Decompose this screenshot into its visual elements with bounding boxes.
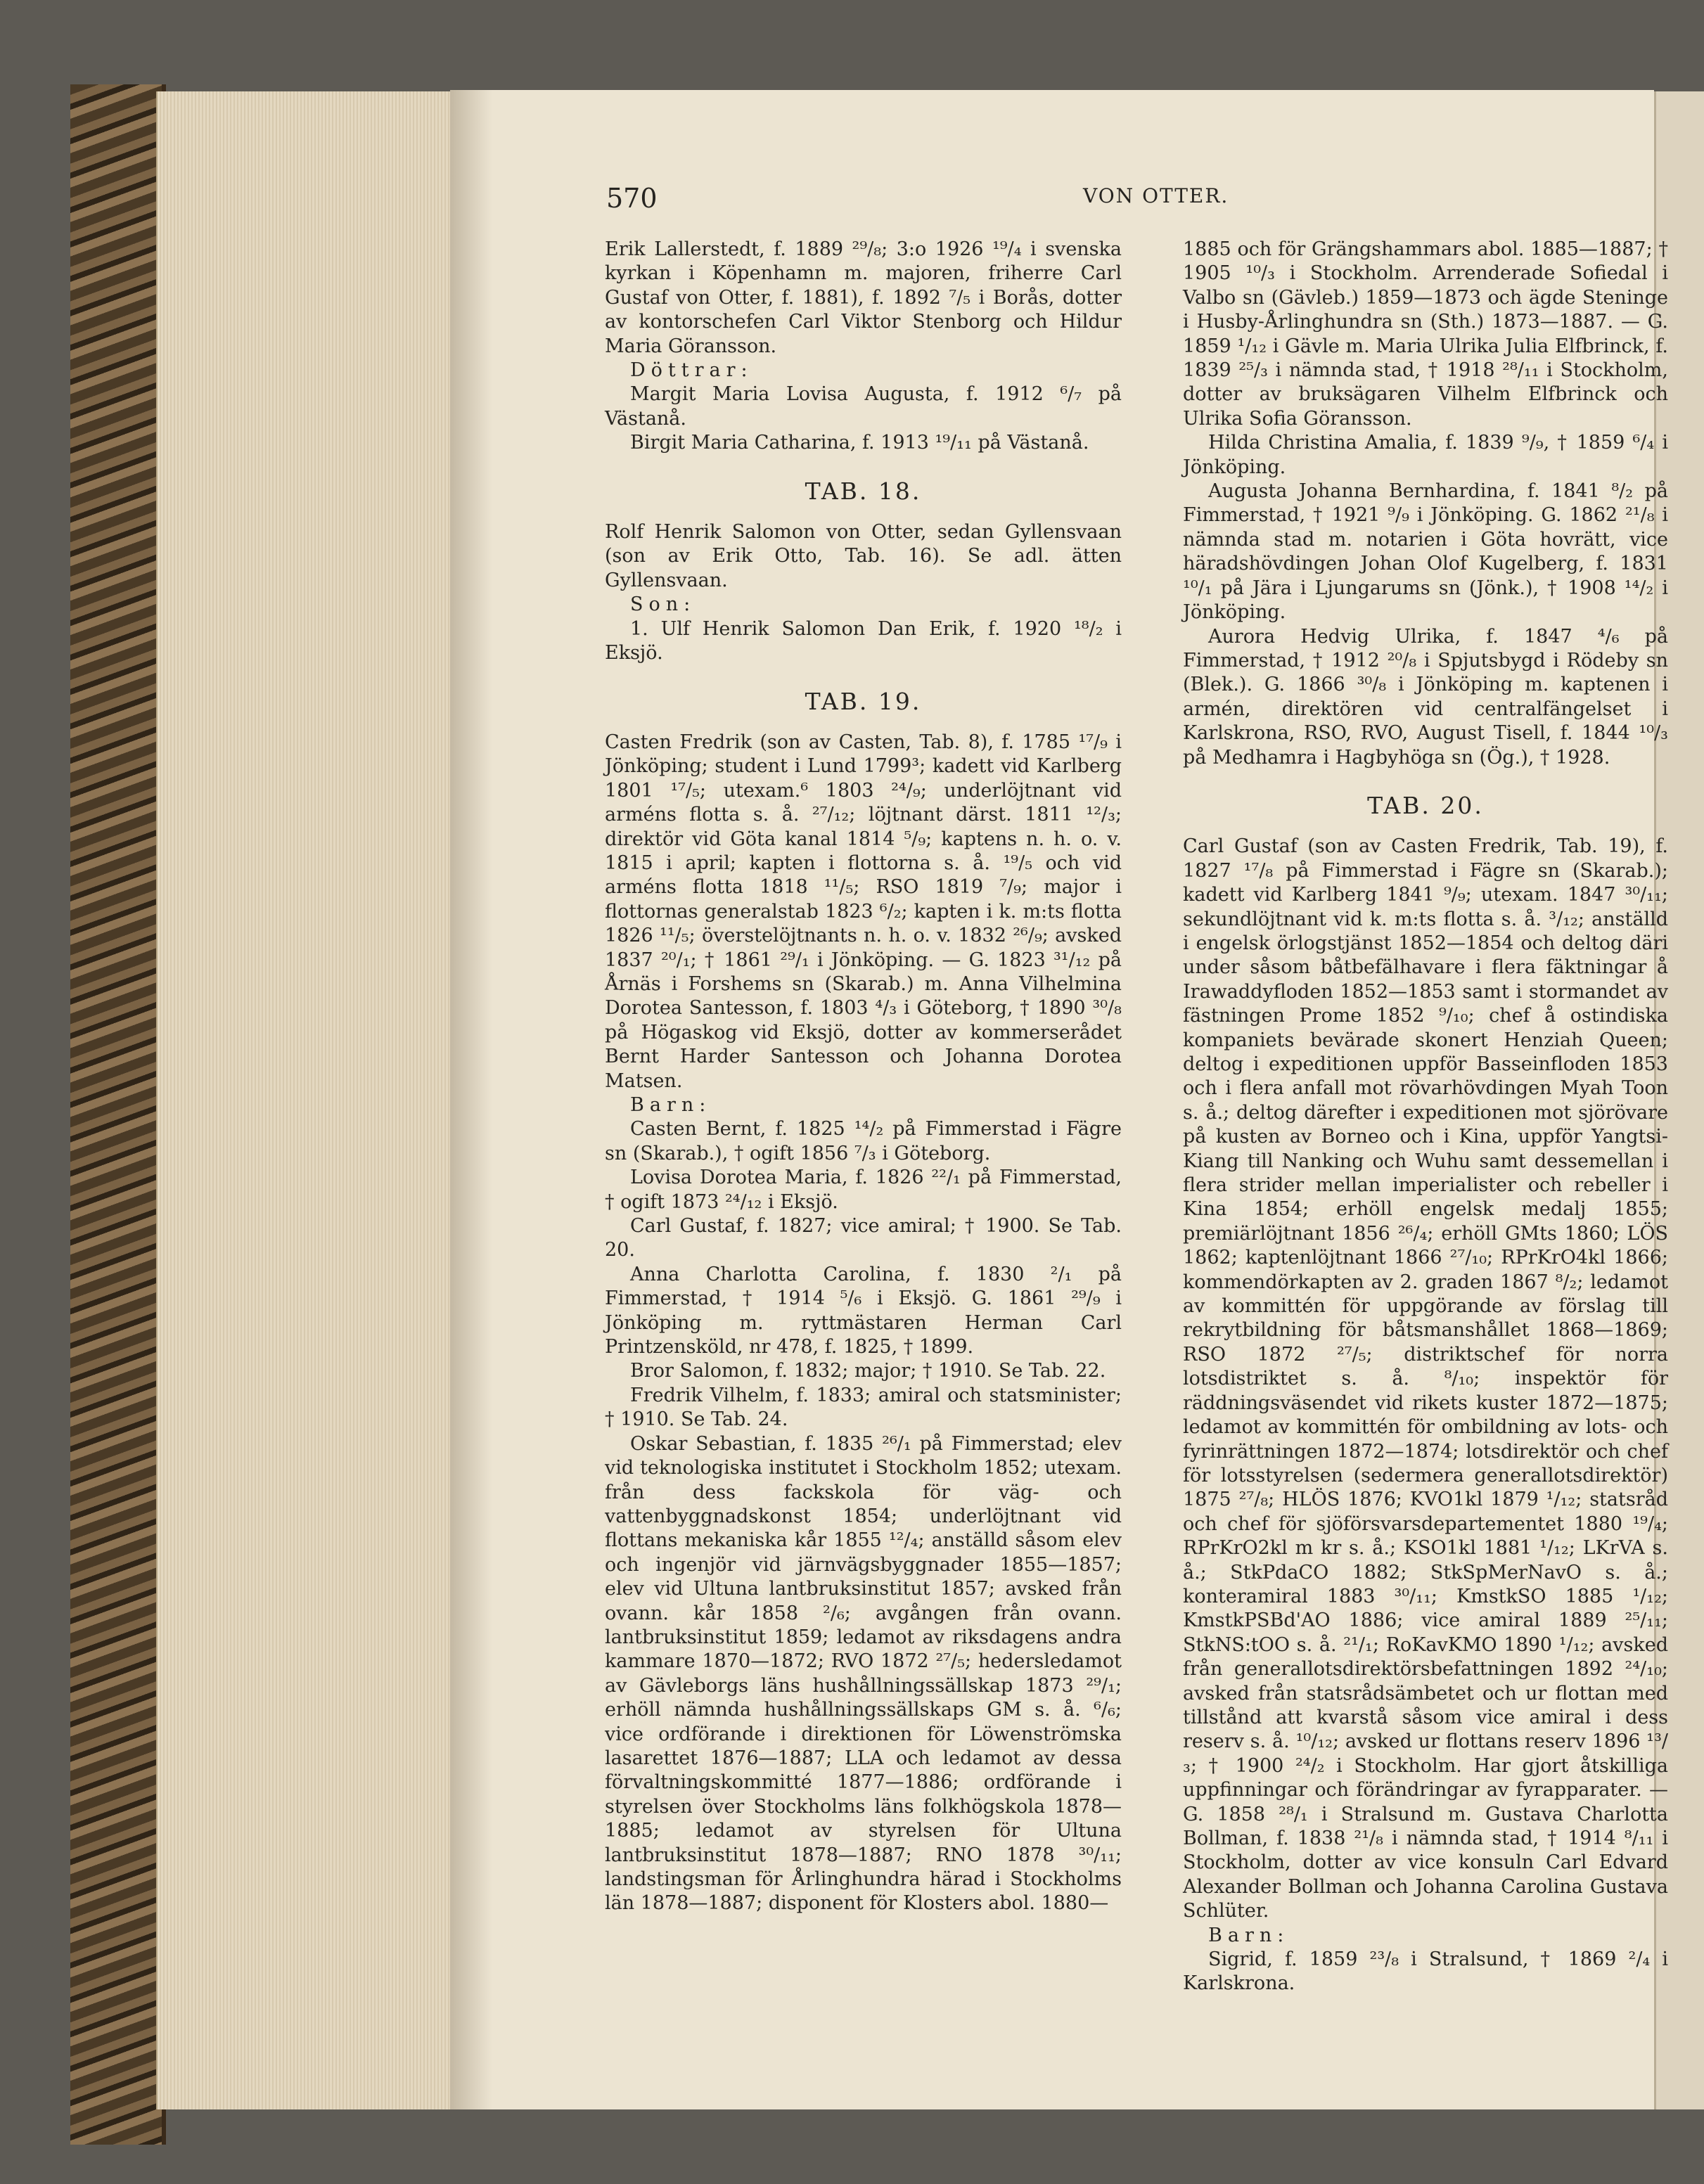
left_column-entry-5: Rolf Henrik Salomon von Otter, sedan Gyllensvaan (son av Erik Otto, Tab. 16). Se adl. ätten Gyllensvaan. [605,521,1122,591]
left_column-para-7: 1. Ulf Henrik Salomon Dan Erik, f. 1920 ¹⁸/₂ i Eksjö. [605,617,1122,664]
book-cover-marbled [70,84,166,2145]
right_column-noind-0: 1885 och för Grängshammars abol. 1885—1887; † 1905 ¹⁰/₃ i Stockholm. Arrenderade Sofiedal i Valbo sn (Gävleb.) 1859—1873 och ägde Steninge i Husby-Årlinghundra sn (Sth.) 1873—1887. — G. 1859 ¹/₁₂ i Gävle m. Maria Ulrika Julia Elfbrinck, f. 1839 ²⁵/₃ i nämnda stad, † 1918 ²⁸/₁₁ i Stockholm, dotter av bruksägaren Vilhelm Elfbrinck och Ulrika Sofia Göransson. [1183,238,1668,430]
left_column-para-12: Lovisa Dorotea Maria, f. 1826 ²²/₁ på Fimmerstad, † ogift 1873 ²⁴/₁₂ i Eksjö. [605,1167,1122,1213]
left_column-sub-1: Döttrar: [630,359,753,382]
right_column-sub-6: Barn: [1208,1924,1290,1946]
left_column-para-11: Casten Bernt, f. 1825 ¹⁴/₂ på Fimmerstad i Fägre sn (Skarab.), † ogift 1856 ⁷/₃ i Göteborg. [605,1118,1122,1164]
left_column-sub-6: Son: [630,593,696,616]
right_column-para-1: Hilda Christina Amalia, f. 1839 ⁹/₉, † 1859 ⁶/₄ i Jönköping. [1183,432,1668,478]
gutter-shadow [450,90,492,2109]
left_column-heading-4: TAB. 18. [805,477,922,505]
left_column-heading-8: TAB. 19. [805,687,922,715]
book-page [450,90,1668,2109]
right_column-para-2: Augusta Johanna Bernhardina, f. 1841 ⁸/₂ på Fimmerstad, † 1921 ⁹/₉ i Jönköping. G. 1862 ²¹/₈ i nämnda stad m. notarien i Göta hovrätt, vice häradshövdingen Johan Olof Kugelberg, f. 1831 ¹⁰/₁ på Jära i Ljungarums sn (Jönk.), † 1908 ¹⁴/₂ i Jönköping. [1183,480,1668,624]
right_column-para-7: Sigrid, f. 1859 ²³/₈ i Stralsund, † 1869 ²/₄ i Karlskrona. [1183,1948,1668,1995]
right_column-entry-5: Carl Gustaf (son av Casten Fredrik, Tab. 19), f. 1827 ¹⁷/₈ på Fimmerstad i Fägre sn (Skarab.); kadett vid Karlberg 1841 ⁹/₉; utexam. 1847 ³⁰/₁₁; sekundlöjtnant vid k. m:ts flotta s. å. ³/₁₂; anställd i engelsk örlogstjänst 1852—1854 och deltog däri under såsom båtbefälhavare i flera fäktningar å Irawaddyfloden 1852—1853 samt i stormandet av fästningen Prome 1852 ⁹/₁₀; chef å ostindiska kompaniets bevärade skonert Henziah Queen; deltog i expeditionen uppför Basseinfloden 1853 och i flera anfall mot rövarhövdingen Myah Toon s. å.; deltog därefter i expeditionen mot sjörövare på kusten av Borneo och i Kina, uppför Yangtsi-Kiang till Nanking och Wuhu samt dessemellan i flera strider mellan imperialister och rebeller i Kina 1854; erhöll engelsk medalj 1855; premiärlöjtnant 1856 ²⁶/₄; erhöll GMts 1860; LÖS 1862; kaptenlöjtnant 1866 ²⁷/₁₀; RPrKrO4kl 1866; kommendörkapten av 2. graden 1867 ⁸/₂; ledamot av kommittén för uppgörande av förslag till rekrytbildning för båtsmanshållet 1868—1869; RSO 1872 ²⁷/₅; distriktschef för norra lotsdistriktet s. å. ⁸/₁₀; inspektör för räddningsväsendet vid rikets kuster 1872—1875; ledamot av kommittén för ombildning av lots- och fyrinrättningen 1872—1874; lotsdirektör och chef för lotsstyrelsen (sedermera generallotsdirektör) 1875 ²⁷/₈; HLÖS 1876; KVO1kl 1879 ¹/₁₂; statsråd och chef för sjöförsvarsdepartementet 1880 ¹⁹/₄; RPrKrO2kl m kr s. å.; KSO1kl 1881 ¹/₁₂; LKrVA s. å.; StkPdaCO 1882; StkSpMerNavO s. å.; konteramiral 1883 ³⁰/₁₁; KmstkSO 1885 ¹/₁₂; KmstkPSBd'AO 1886; vice amiral 1889 ²⁵/₁₁; StkNS:tOO s. å. ²¹/₁; RoKavKMO 1890 ¹/₁₂; avsked från generallotsdirektörsbefattningen 1892 ²⁴/₁₀; avsked från statsrådsämbetet och ur flottan med tillstånd att kvarstå såsom vice amiral i dess reserv s. å. ¹⁰/₁₂; avsked ur flottans reserv 1896 ¹³/₃; † 1900 ²⁴/₂ i Stockholm. Har gjort åtskilliga uppfinningar och förändringar av fyrapparater. — G. 1858 ²⁸/₁ i Stralsund m. Gustava Charlotta Bollman, f. 1838 ²¹/₈ i nämnda stad, † 1914 ⁸/₁₁ i Stockholm, dotter av vice konsuln Carl Edvard Alexander Bollman och Johanna Carolina Gustava Schlüter. [1183,835,1668,1922]
right_column-para-3: Aurora Hedvig Ulrika, f. 1847 ⁴/₆ på Fimmerstad, † 1912 ²⁰/₈ i Spjutsbygd i Rödeby sn (Blek.). G. 1866 ³⁰/₈ i Jönköping m. kaptenen i armén, direktören vid centralfängelset i Karlskrona, RSO, RVO, August Tisell, f. 1844 ¹⁰/₃ på Medhamra i Hagbyhöga sn (Ög.), † 1928. [1183,625,1668,769]
left_column-para-15: Bror Salomon, f. 1832; major; † 1910. Se Tab. 22. [630,1360,1106,1382]
left_column-para-2: Margit Maria Lovisa Augusta, f. 1912 ⁶/₇ på Västanå. [605,383,1122,430]
page-stack-edge [156,91,453,2109]
right-column [1183,238,1668,1996]
left_column-para-14: Anna Charlotta Carolina, f. 1830 ²/₁ på Fimmerstad, † 1914 ⁵/₆ i Eksjö. G. 1861 ²⁹/₉ i Jönköping m. ryttmästaren Herman Carl Printzensköld, nr 478, f. 1825, † 1899. [605,1263,1122,1358]
left_column-para-3: Birgit Maria Catharina, f. 1913 ¹⁹/₁₁ på Västanå. [630,432,1089,454]
left_column-sub-10: Barn: [630,1094,712,1116]
left_column-para-13: Carl Gustaf, f. 1827; vice amiral; † 1900. Se Tab. 20. [605,1215,1122,1261]
left-column [605,238,1122,1916]
left_column-para-16: Fredrik Vilhelm, f. 1833; amiral och statsminister; † 1910. Se Tab. 24. [605,1384,1122,1431]
left_column-para-17: Oskar Sebastian, f. 1835 ²⁶/₁ på Fimmerstad; elev vid teknologiska institutet i Stockholm 1852; utexam. från dess fackskola för väg- och vattenbyggnadskonst 1854; underlöjtnant vid flottans mekaniska kår 1855 ¹²/₄; anställd såsom elev och ingenjör vid järnvägsbyggnader 1855—1857; elev vid Ultuna lantbruksinstitut 1857; avsked från ovann. kår 1858 ²/₆; avgången från ovann. lantbruksinstitut 1859; ledamot av riksdagens andra kammare 1870—1872; RVO 1872 ²⁷/₅; hedersledamot av Gävleborgs läns hushållningssällskap 1873 ²⁹/₁; erhöll nämnda hushållningssällskaps GM s. å. ⁶/₆; vice ordförande i direktionen för Löwenströmska lasarettet 1876—1887; LLA och ledamot av dessa förvaltningskommitté 1877—1886; ordförande i styrelsen över Stockholms läns folkhögskola 1878—1885; ledamot av styrelsen för Ultuna lantbruksinstitut 1878—1887; RNO 1878 ³⁰/₁₁; landstingsman för Årlinghundra härad i Stockholms län 1878—1887; disponent för Klosters abol. 1880— [605,1432,1122,1915]
left_column-noind-0: Erik Lallerstedt, f. 1889 ²⁹/₈; 3:o 1926 ¹⁹/₄ i svenska kyrkan i Köpenhamn m. majoren, friherre Carl Gustaf von Otter, f. 1881), f. 1892 ⁷/₅ i Borås, dotter av kontorschefen Carl Viktor Stenborg och Hildur Maria Göransson. [605,238,1122,357]
right_column-heading-4: TAB. 20. [1367,791,1484,819]
running-head: VON OTTER. [1083,184,1229,207]
left_column-entry-9: Casten Fredrik (son av Casten, Tab. 8), f. 1785 ¹⁷/₉ i Jönköping; student i Lund 1799³; kadett vid Karlberg 1801 ¹⁷/₅; utexam.⁶ 1803 ²⁴/₉; underlöjtnant vid arméns flotta s. å. ²⁷/₁₂; löjtnant därst. 1811 ¹²/₃; direktör vid Göta kanal 1814 ⁵/₉; kaptens n. h. o. v. 1815 i april; kapten i flottorna s. å. ¹⁹/₅ och vid arméns flotta 1818 ¹¹/₅; RSO 1819 ⁷/₉; major i flottornas generalstab 1823 ⁶/₂; kapten i k. m:ts flotta 1826 ¹¹/₅; överstelöjtnants n. h. o. v. 1832 ²⁶/₉; avsked 1837 ²⁰/₁; † 1861 ²⁹/₁ i Jönköping. — G. 1823 ³¹/₁₂ på Årnäs i Forshems sn (Skarab.) m. Anna Vilhelmina Dorotea Santesson, f. 1803 ⁴/₃ i Göteborg, † 1890 ³⁰/₈ på Högaskog vid Eksjö, dotter av kommerserådet Bernt Harder Santesson och Johanna Dorotea Matsen. [605,731,1122,1092]
page-number: 570 [606,183,658,214]
